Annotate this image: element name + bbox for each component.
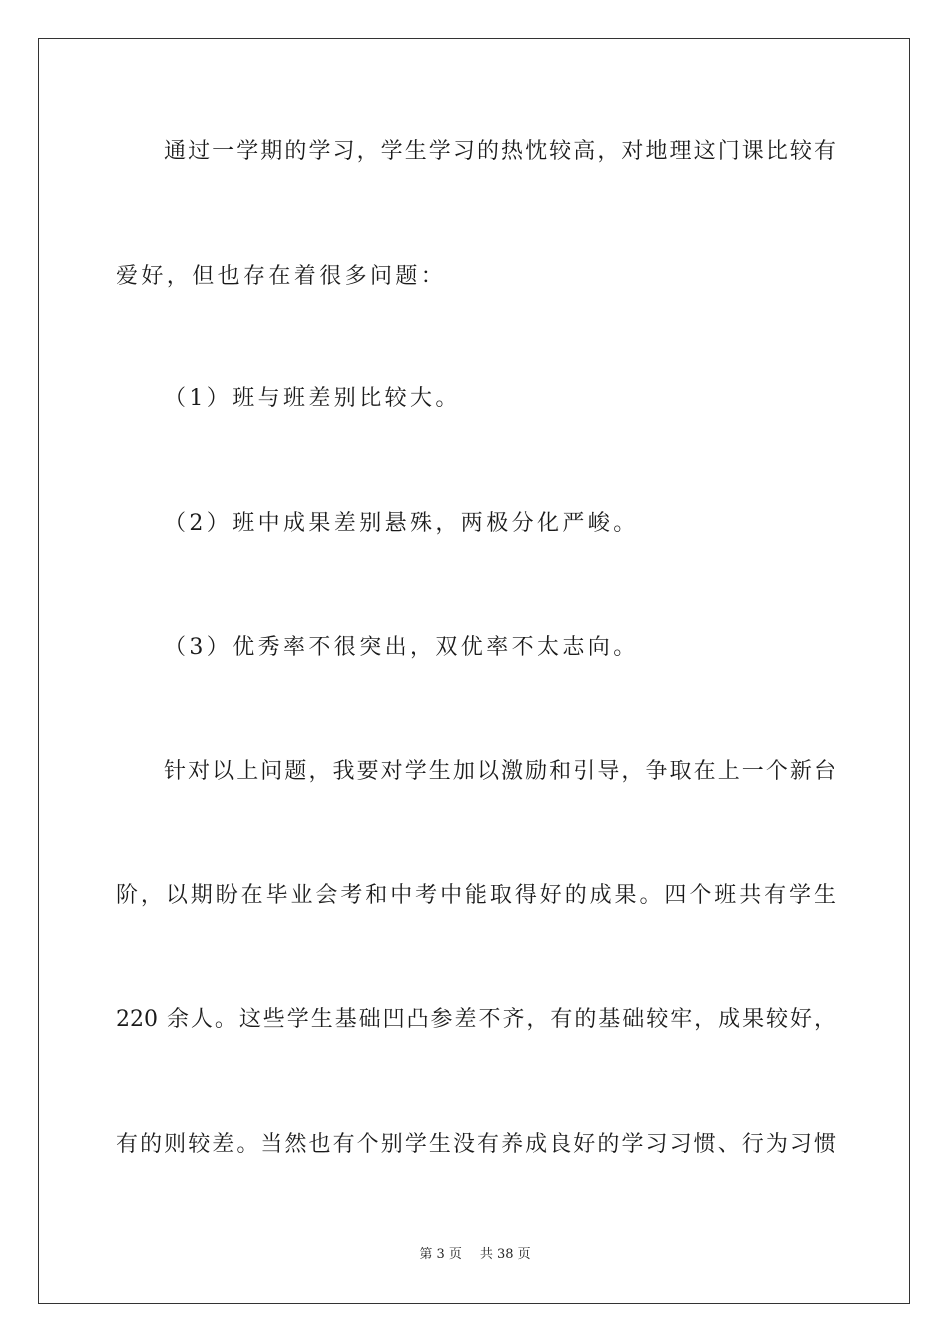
paragraph-line: 阶，以期盼在毕业会考和中考中能取得好的成果。四个班共有学生	[116, 883, 836, 908]
total-pages: 共 38 页	[479, 1247, 531, 1262]
paragraph-line: 针对以上问题，我要对学生加以激励和引导，争取在上一个新台	[164, 759, 836, 784]
paragraph-line: 220 余人。这些学生基础凹凸参差不齐，有的基础较牢，成果较好，	[116, 1007, 836, 1032]
page-number: 第 3 页	[419, 1247, 462, 1262]
paragraph-line: 有的则较差。当然也有个别学生没有养成良好的学习习惯、行为习惯	[116, 1132, 836, 1157]
list-item-1: （1）班与班差别比较大。	[164, 386, 461, 411]
list-item-2: （2）班中成果差别悬殊，两极分化严峻。	[164, 511, 639, 536]
paragraph-line: 爱好，但也存在着很多问题：	[116, 264, 447, 289]
page-footer	[0, 1246, 950, 1264]
paragraph-line: 通过一学期的学习，学生学习的热忱较高，对地理这门课比较有	[164, 139, 836, 164]
page-border	[38, 38, 910, 1304]
list-item-3: （3）优秀率不很突出，双优率不太志向。	[164, 635, 639, 660]
